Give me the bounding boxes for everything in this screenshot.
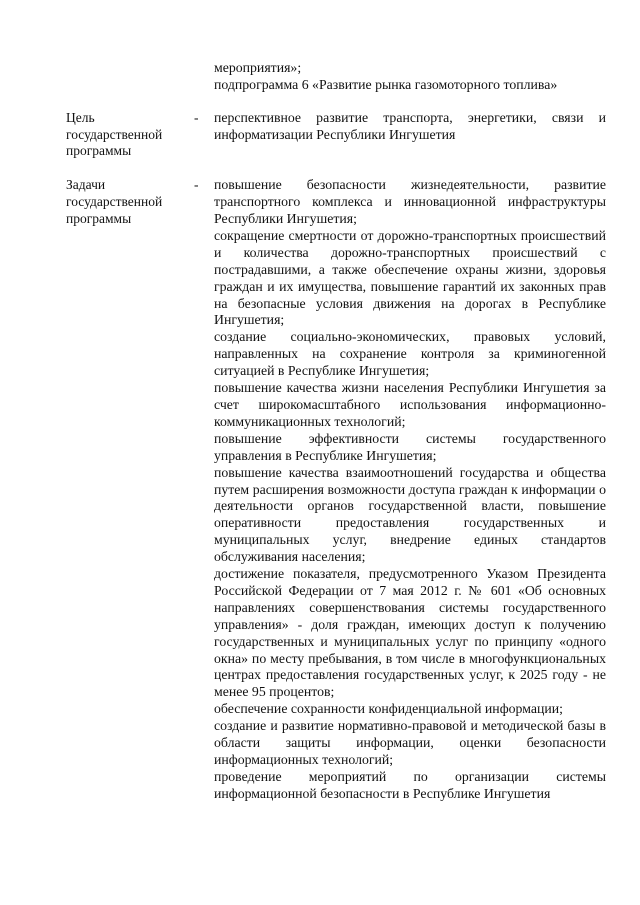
- spacer: [66, 160, 606, 177]
- tasks-label: Задачи государственной программы: [66, 177, 163, 226]
- task-item-6: повышение качества взаимоотношений государства и общества путем расширения возможности доступа граждан к информации о деятельности органов государственной власти, повышение оперативности предоставления государственных и муниципальных услуг, внедрение единых стандартов обслуживания населения;: [214, 464, 606, 565]
- goal-content: [214, 110, 606, 144]
- task-item-2: сокращение смертности от дорожно-транспортных происшествий и количества дорожно-транспортных происшествий с пострадавшими, а также обеспечение охраны жизни, здоровья граждан и их имущества, повышение гарантий их законных прав на безопасные условия движения на дорогах в Республике Ингушетия;: [214, 227, 606, 328]
- spacer: [66, 94, 606, 110]
- tasks-dash: -: [194, 177, 199, 193]
- task-item-1: повышение безопасности жизнедеятельности, развитие транспортного комплекса и инновационной инфраструктуры Республики Ингушетия;: [214, 177, 606, 227]
- intro-content: [214, 60, 606, 94]
- goal-row: [66, 110, 606, 160]
- goal-label: Цель государственной программы: [66, 109, 163, 159]
- task-item-9: создание и развитие нормативно-правовой и методической базы в области защиты информации, оценки безопасности информационных технологий;: [214, 718, 606, 768]
- intro-block: [66, 60, 606, 94]
- task-item-3: создание социально-экономических, правовых условий, направленных на сохранение контроля за криминогенной ситуацией в Республике Ингушетия;: [214, 329, 606, 379]
- tasks-content: [214, 177, 606, 803]
- task-item-7: достижение показателя, предусмотренного Указом Президента Российской Федерации от 7 мая 2012 г. № 601 «Об основных направлениях совершенствования системы государственного управления» - доля граждан, имеющих доступ к получению государственных и муниципальных услуг по принципу «одного окна» по месту пребывания, в том числе в многофункциональных центрах предоставления государственных услуг, к 2025 году - не менее 95 процентов;: [214, 566, 606, 700]
- intro-line-2: подпрограмма 6 «Развитие рынка газомоторного топлива»: [214, 76, 558, 92]
- goal-dash: -: [194, 109, 199, 125]
- task-item-8: обеспечение сохранности конфиденциальной информации;: [214, 701, 563, 717]
- task-item-4: повышение качества жизни населения Республики Ингушетия за счет широкомасштабного использования информационно-коммуникационных технологий;: [214, 380, 606, 429]
- tasks-row: [66, 177, 606, 803]
- goal-text: перспективное развитие транспорта, энергетики, связи и информатизации Республики Ингушетия: [214, 109, 606, 142]
- intro-line-1: мероприятия»;: [214, 60, 302, 75]
- task-item-10: проведение мероприятий по организации системы информационной безопасности в Республике Ингушетия: [214, 768, 606, 801]
- task-item-5: повышение эффективности системы государственного управления в Республике Ингушетия;: [214, 430, 606, 463]
- program-passport-table: [66, 60, 606, 803]
